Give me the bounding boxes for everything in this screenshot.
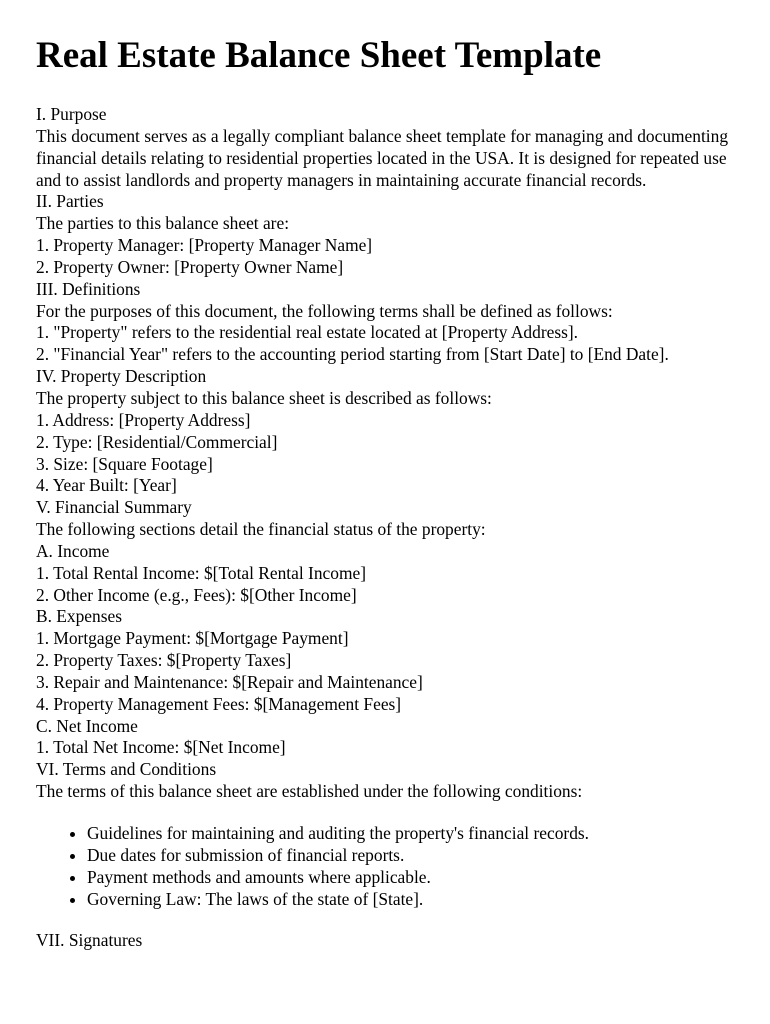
body-line: 2. Other Income (e.g., Fees): $[Other Income] bbox=[36, 584, 357, 605]
body-line: II. Parties bbox=[36, 191, 104, 212]
body-line: III. Definitions bbox=[36, 278, 141, 299]
body-line: 4. Property Management Fees: $[Management Fees] bbox=[36, 693, 402, 714]
list-item: • Governing Law: The laws of the state of [State]. bbox=[87, 889, 734, 911]
body-line: 2. Property Owner: [Property Owner Name] bbox=[36, 256, 344, 277]
body-line: 3. Repair and Maintenance: $[Repair and Maintenance] bbox=[36, 671, 423, 692]
body-line: VII. Signatures bbox=[36, 930, 143, 951]
body-line: A. Income bbox=[36, 540, 110, 561]
body-line: IV. Property Description bbox=[36, 366, 207, 387]
body-line: 1. Total Rental Income: $[Total Rental Income] bbox=[36, 562, 366, 583]
body-line: 1. Total Net Income: $[Net Income] bbox=[36, 737, 286, 758]
body-line: 1. "Property" refers to the residential real estate located at [Property Address]. bbox=[36, 322, 579, 343]
body-line: 1. Mortgage Payment: $[Mortgage Payment] bbox=[36, 628, 349, 649]
body-line: I. Purpose bbox=[36, 104, 107, 124]
body-line: This document serves as a legally compliant balance sheet template for managing and documenting financial details relating to residential properties located in the USA. It is designed for repeated use and to assist landlords and property managers in maintaining accurate financial records. bbox=[36, 125, 729, 190]
body-line: 2. Type: [Residential/Commercial] bbox=[36, 431, 278, 452]
body-line: C. Net Income bbox=[36, 715, 138, 736]
body-line: The property subject to this balance sheet is described as follows: bbox=[36, 387, 492, 408]
body-line: The following sections detail the financial status of the property: bbox=[36, 519, 486, 540]
list-item: • Payment methods and amounts where applicable. bbox=[87, 867, 734, 889]
list-item: • Guidelines for maintaining and auditing the property's financial records. bbox=[87, 823, 734, 845]
document-body bbox=[36, 104, 734, 803]
body-line: 2. "Financial Year" refers to the accounting period starting from [Start Date] to [End Date]. bbox=[36, 344, 669, 365]
document-body-end bbox=[36, 930, 734, 952]
body-line: 1. Property Manager: [Property Manager Name] bbox=[36, 235, 373, 256]
body-line: 2. Property Taxes: $[Property Taxes] bbox=[36, 650, 292, 671]
list-item: • Due dates for submission of financial reports. bbox=[87, 845, 734, 867]
body-line: V. Financial Summary bbox=[36, 497, 192, 518]
body-line: 1. Address: [Property Address] bbox=[36, 409, 251, 430]
body-line: The parties to this balance sheet are: bbox=[36, 213, 290, 234]
body-line: For the purposes of this document, the following terms shall be defined as follows: bbox=[36, 300, 613, 321]
body-line: B. Expenses bbox=[36, 606, 122, 627]
body-line: 4. Year Built: [Year] bbox=[36, 475, 177, 496]
body-line: The terms of this balance sheet are established under the following conditions: bbox=[36, 781, 583, 802]
document-title: Real Estate Balance Sheet Template bbox=[36, 35, 602, 76]
body-line: VI. Terms and Conditions bbox=[36, 759, 217, 780]
conditions-list bbox=[36, 823, 734, 910]
body-line: 3. Size: [Square Footage] bbox=[36, 453, 213, 474]
